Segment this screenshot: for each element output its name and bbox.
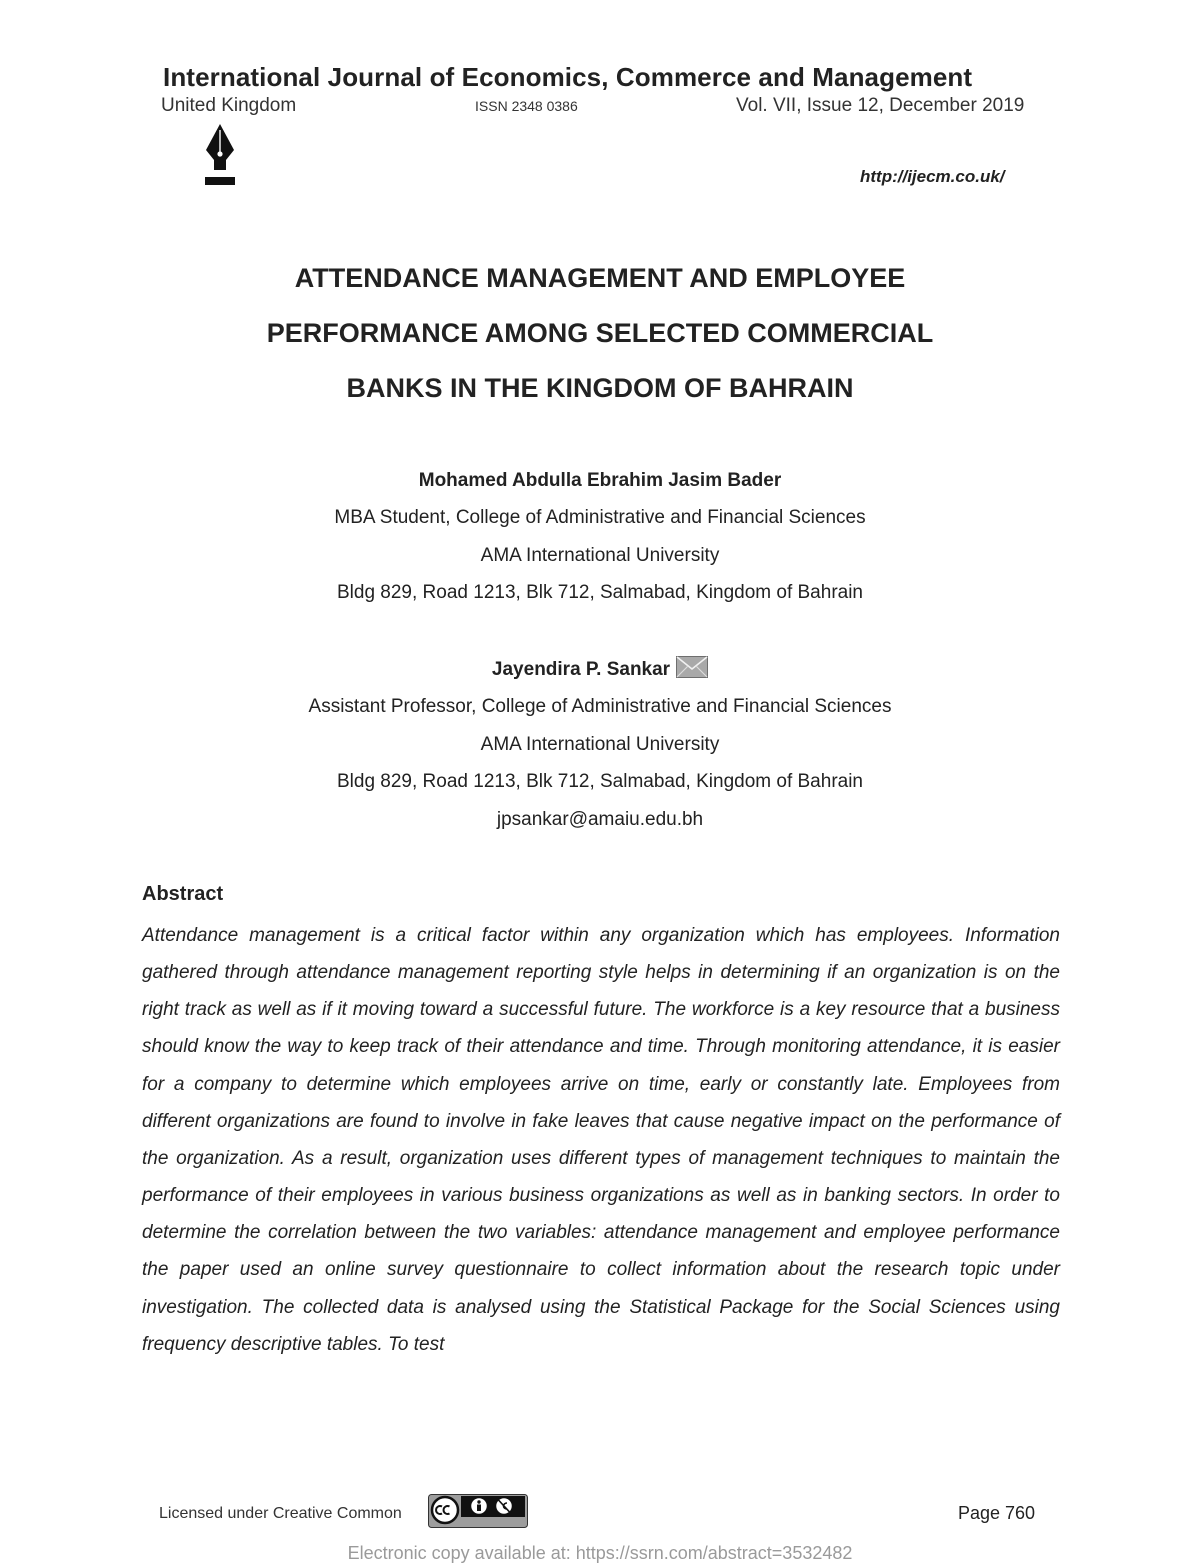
- paper-title: [0, 251, 1200, 416]
- journal-issn: ISSN 2348 0386: [475, 98, 578, 114]
- author-address: Bldg 829, Road 1213, Blk 712, Salmabad, Kingdom of Bahrain: [336, 582, 864, 603]
- license-text: Licensed under Creative Common: [159, 1505, 402, 1522]
- envelope-icon[interactable]: [676, 656, 708, 678]
- author-block: [0, 462, 1200, 612]
- abstract-text: Attendance management is a critical factor within any organization which has employees. Information gathered through attendance management reporting style helps in determining if an organization is on the right track as well as if it moving toward a successful future. The workforce is a key resource that a business should know the way to keep track of their attendance and time. Through monitoring attendance, it is easier for a company to determine which employees arrive on time, early or constantly late. Employees from different organizations are found to involve in fake leaves that cause negative impact on the performance of the organization. As a result, organization uses different types of management techniques to maintain the performance of their employees in various business organizations as well as in banking sectors. In order to determine the correlation between the two variables: attendance management and employee performance the paper used an online survey questionnaire to collect information about the research topic under investigation. The collected data is analysed using the Statistical Package for the Social Sciences using frequency descriptive tables. To test: [142, 925, 1060, 1355]
- title-line: ATTENDANCE MANAGEMENT AND EMPLOYEE: [294, 263, 906, 293]
- author-address: Bldg 829, Road 1213, Blk 712, Salmabad, Kingdom of Bahrain: [336, 771, 864, 792]
- journal-volume: Vol. VII, Issue 12, December 2019: [736, 95, 1025, 116]
- journal-name: International Journal of Economics, Commerce and Management: [163, 62, 973, 92]
- author-name: Mohamed Abdulla Ebrahim Jasim Bader: [418, 470, 782, 491]
- author-email[interactable]: jpsankar@amaiu.edu.bh: [496, 808, 704, 830]
- abstract-heading: Abstract: [142, 883, 224, 905]
- journal-url[interactable]: http://ijecm.co.uk/: [860, 167, 1005, 186]
- creative-commons-by-nc-icon[interactable]: [428, 1494, 528, 1528]
- author-institution: AMA International University: [480, 544, 720, 566]
- title-line: PERFORMANCE AMONG SELECTED COMMERCIAL: [266, 318, 934, 348]
- pen-nib-icon: [203, 124, 237, 186]
- author-affiliation: Assistant Professor, College of Administrative and Financial Sciences: [308, 696, 892, 717]
- corresponding-author: [0, 651, 1200, 688]
- journal-country: United Kingdom: [161, 95, 297, 116]
- author-name: Jayendira P. Sankar: [491, 659, 671, 680]
- author-affiliation: MBA Student, College of Administrative and Financial Sciences: [334, 507, 866, 528]
- ssrn-availability-note: Electronic copy available at: https://ssrn.com/abstract=3532482: [347, 1543, 853, 1563]
- author-block: [0, 651, 1200, 838]
- author-institution: AMA International University: [480, 733, 720, 755]
- title-line: BANKS IN THE KINGDOM OF BAHRAIN: [346, 373, 854, 403]
- page-number: Page 760: [958, 1503, 1036, 1523]
